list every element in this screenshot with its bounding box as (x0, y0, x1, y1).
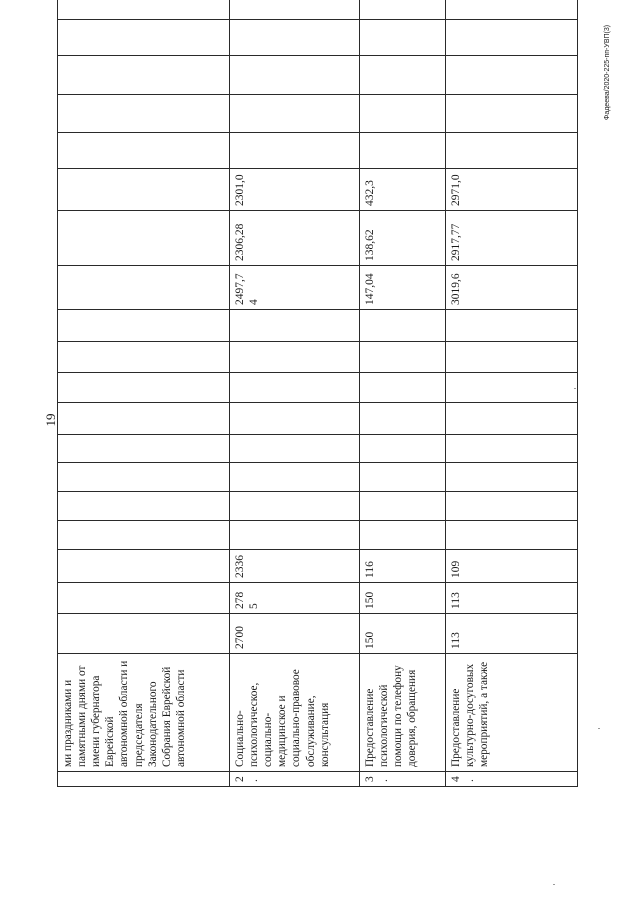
table-row (230, 0, 360, 787)
row-number-cell: 4. (446, 772, 578, 787)
empty-cell (58, 435, 230, 463)
empty-cell (58, 403, 230, 435)
cell-value-2: 138,62 (360, 211, 446, 266)
empty-cell (58, 492, 230, 521)
empty-cell (58, 56, 230, 95)
cell-indicator-3: 116 (360, 550, 446, 583)
empty-cell (360, 342, 446, 373)
empty-cell (446, 435, 578, 463)
empty-cell (446, 463, 578, 492)
cell-value-1: 147,04 (360, 266, 446, 310)
cell-indicator-3: 2336 (230, 550, 360, 583)
service-name-cell: Социально-психологическое, социально-медицинское и социально-правовое обслуживание, консультация (230, 654, 360, 772)
empty-cell (446, 20, 578, 56)
scan-speck (574, 388, 576, 389)
empty-cell (446, 403, 578, 435)
empty-cell (360, 403, 446, 435)
empty-cell (58, 373, 230, 403)
empty-cell (230, 20, 360, 56)
empty-cell (446, 310, 578, 342)
cell-value-1: 2497,74 (230, 266, 360, 310)
cell-value-2 (58, 211, 230, 266)
empty-cell (446, 0, 578, 20)
empty-cell (230, 56, 360, 95)
cell-value-3: 2971,0 (446, 169, 578, 211)
empty-cell (446, 521, 578, 550)
service-name-cell: Предоставление культурно-досуговых мероприятий, а также (446, 654, 578, 772)
cell-value-3 (58, 169, 230, 211)
cell-value-3: 2301,0 (230, 169, 360, 211)
empty-cell (360, 133, 446, 169)
empty-cell (446, 56, 578, 95)
cell-indicator-1 (58, 614, 230, 654)
empty-cell (360, 0, 446, 20)
empty-cell (446, 373, 578, 403)
service-name-cell: Предоставление психологической помощи по телефону доверия, обращения (360, 654, 446, 772)
empty-cell (360, 435, 446, 463)
empty-cell (58, 521, 230, 550)
empty-cell (230, 342, 360, 373)
cell-indicator-2: 2785 (230, 583, 360, 614)
empty-cell (58, 0, 230, 20)
cell-value-1 (58, 266, 230, 310)
page-number: 19 (43, 413, 58, 427)
row-number-cell: 2. (230, 772, 360, 787)
empty-cell (230, 133, 360, 169)
empty-cell (446, 95, 578, 133)
empty-cell (446, 342, 578, 373)
table-row (360, 0, 446, 787)
cell-indicator-2: 113 (446, 583, 578, 614)
empty-cell (58, 133, 230, 169)
empty-cell (446, 133, 578, 169)
scan-speck (553, 884, 555, 885)
empty-cell (230, 95, 360, 133)
cell-indicator-1: 150 (360, 614, 446, 654)
cell-indicator-2 (58, 583, 230, 614)
cell-value-3: 432,3 (360, 169, 446, 211)
empty-cell (58, 95, 230, 133)
empty-cell (360, 95, 446, 133)
table-row (58, 0, 230, 787)
empty-cell (230, 373, 360, 403)
empty-cell (360, 20, 446, 56)
cell-indicator-1: 113 (446, 614, 578, 654)
empty-cell (230, 403, 360, 435)
empty-cell (230, 492, 360, 521)
empty-cell (360, 463, 446, 492)
empty-cell (58, 463, 230, 492)
scan-speck (598, 728, 600, 729)
row-number-cell (58, 772, 230, 787)
cell-indicator-2: 150 (360, 583, 446, 614)
empty-cell (230, 435, 360, 463)
empty-cell (230, 310, 360, 342)
cell-indicator-3: 109 (446, 550, 578, 583)
row-number-cell: 3. (360, 772, 446, 787)
empty-cell (360, 492, 446, 521)
empty-cell (360, 373, 446, 403)
empty-cell (230, 463, 360, 492)
document-code: Фадеева/2020-225-пп-УВП(3) (604, 24, 611, 120)
cell-value-2: 2917,77 (446, 211, 578, 266)
table-row (446, 0, 578, 787)
empty-cell (230, 0, 360, 20)
cell-indicator-3 (58, 550, 230, 583)
service-name-cell: ми праздниками и памятными днями от имени губернатора Еврейской автономной области и председателя Законодательного Собрания Еврейской автономной области (58, 654, 230, 772)
report-table (57, 35, 577, 787)
empty-cell (230, 521, 360, 550)
cell-value-2: 2306,28 (230, 211, 360, 266)
empty-cell (360, 521, 446, 550)
empty-cell (58, 310, 230, 342)
empty-cell (58, 342, 230, 373)
empty-cell (446, 492, 578, 521)
empty-cell (360, 310, 446, 342)
cell-indicator-1: 2700 (230, 614, 360, 654)
empty-cell (58, 20, 230, 56)
empty-cell (360, 56, 446, 95)
cell-value-1: 3019,6 (446, 266, 578, 310)
